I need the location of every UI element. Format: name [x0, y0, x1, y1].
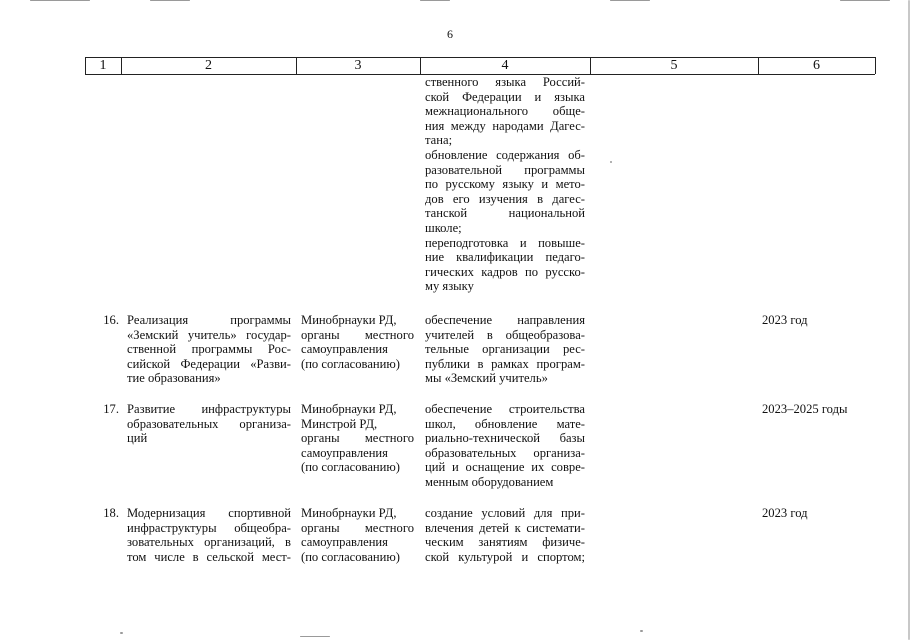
expected-result — [425, 313, 585, 386]
text-line: публики в рамках програм- — [425, 356, 585, 371]
header-col-5: 5 — [670, 58, 678, 73]
text-line: (по согласованию) — [301, 356, 401, 371]
text-line: инфраструктуры общеобра- — [127, 520, 291, 535]
scan-artifact — [420, 0, 450, 1]
text-line: самоуправления — [301, 342, 388, 357]
expected-result — [425, 506, 585, 564]
text-line: Развитие инфраструктуры — [127, 402, 291, 416]
text-line: ской культурой и спортом; — [425, 549, 585, 564]
continuation-text — [425, 75, 585, 294]
text-line: тана; — [425, 133, 453, 148]
scan-artifact — [120, 632, 123, 634]
row-number: 17. — [103, 402, 119, 416]
scan-artifact — [840, 0, 890, 1]
text-line: танской национальной — [425, 206, 585, 221]
responsible-executors — [301, 313, 414, 371]
text-line: «Земский учитель» государ- — [127, 327, 291, 342]
text-line: Минобрнауки РД, — [301, 313, 397, 327]
text-line: ния между народами Дагес- — [425, 118, 585, 133]
text-line: Модернизация спортивной — [127, 506, 291, 520]
text-line: ственного языка Россий- — [425, 75, 585, 89]
text-line: обновление содержания об- — [425, 147, 585, 162]
text-line: зовательных организаций, в — [127, 535, 291, 550]
text-line: Минобрнауки РД, — [301, 402, 397, 416]
text-line: создание условий для при- — [425, 506, 585, 520]
text-line: ций и оснащение их совре- — [425, 460, 585, 475]
page-number: 6 — [447, 27, 453, 41]
event-name — [127, 313, 291, 386]
text-line: ций — [127, 431, 148, 446]
text-line: по русскому языку и мето- — [425, 177, 585, 192]
header-col-2: 2 — [205, 58, 212, 73]
text-line: органы местного — [301, 431, 414, 446]
text-line: ческим занятиям физиче- — [425, 535, 585, 550]
text-line: мы «Земский учитель» — [425, 371, 548, 386]
header-col-6: 6 — [813, 58, 820, 73]
text-line: тельные организации рес- — [425, 342, 585, 357]
header-col-4: 4 — [501, 58, 509, 73]
text-line: Минстрой РД, — [301, 416, 378, 431]
scan-artifact — [30, 0, 90, 1]
text-line: учителей в общеобразова- — [425, 327, 585, 342]
text-line: школе; — [425, 220, 462, 235]
event-name — [127, 506, 291, 564]
text-line: сийской Федерации «Разви- — [127, 356, 291, 371]
scan-artifact — [610, 0, 650, 1]
text-line: школ, обновление мате- — [425, 416, 585, 431]
text-line: му языку — [425, 279, 474, 294]
text-line: ской Федерации и языка — [425, 89, 585, 104]
header-col-3: 3 — [354, 58, 362, 73]
text-line: самоуправления — [301, 535, 388, 550]
text-line: том числе в сельской мест- — [127, 549, 291, 564]
text-line: тие образования» — [127, 371, 221, 386]
implementation-period: 2023–2025 годы — [762, 402, 848, 416]
scan-artifact — [640, 630, 643, 632]
text-line: риально-технической базы — [425, 431, 585, 446]
text-line: Минобрнауки РД, — [301, 506, 397, 520]
text-line: межнационального обще- — [425, 104, 585, 119]
text-line: (по согласованию) — [301, 460, 401, 475]
implementation-period: 2023 год — [762, 506, 808, 520]
text-line: ственной программы Рос- — [127, 342, 291, 357]
text-line: гических кадров по русско- — [425, 264, 585, 279]
event-name — [127, 402, 291, 446]
row-number: 16. — [103, 313, 119, 327]
text-line: менным оборудованием — [425, 474, 554, 489]
text-line: самоуправления — [301, 445, 388, 460]
responsible-executors — [301, 402, 414, 475]
text-line: обеспечение направления — [425, 313, 585, 327]
text-line: образовательных организа- — [425, 445, 585, 460]
text-line: дов его изучения в дагес- — [425, 191, 585, 206]
text-line: органы местного — [301, 327, 414, 342]
implementation-period: 2023 год — [762, 313, 808, 327]
text-line: образовательных организа- — [127, 416, 291, 431]
text-line: органы местного — [301, 520, 414, 535]
scan-artifact — [908, 0, 910, 640]
expected-result — [425, 402, 585, 490]
text-line: (по согласованию) — [301, 549, 401, 564]
text-line: обеспечение строительства — [425, 402, 585, 416]
scan-artifact — [300, 636, 330, 637]
header-divider — [875, 57, 876, 74]
responsible-executors — [301, 506, 414, 564]
scan-artifact — [150, 0, 190, 1]
text-line: влечения детей к системати- — [425, 520, 585, 535]
row-number: 18. — [103, 506, 119, 520]
text-line: разовательной программы — [425, 162, 585, 177]
text-line: ние квалификации педаго- — [425, 250, 585, 265]
text-line: переподготовка и повыше- — [425, 235, 585, 250]
header-col-1: 1 — [99, 58, 107, 73]
scan-artifact — [610, 161, 612, 163]
text-line: Реализация программы — [127, 313, 291, 327]
